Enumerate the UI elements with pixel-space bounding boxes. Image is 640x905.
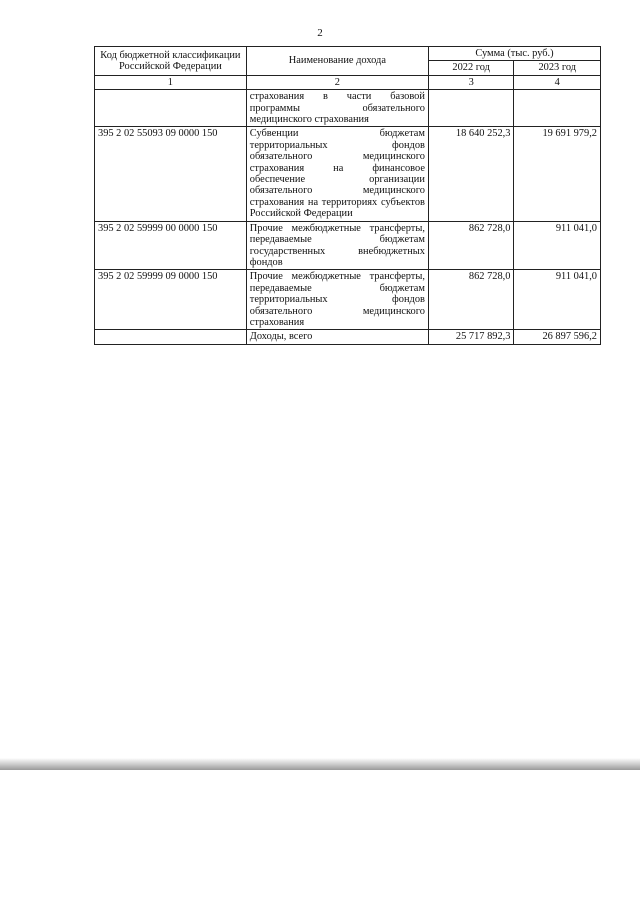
header-sum: Сумма (тыс. руб.) xyxy=(428,47,600,61)
row-value-2022: 862 728,0 xyxy=(428,221,514,270)
total-value-2023: 26 897 596,2 xyxy=(514,330,601,344)
header-code: Код бюджетной классификации Российской Федерации xyxy=(95,47,247,76)
table-row xyxy=(95,90,601,127)
header-name: Наименование дохода xyxy=(246,47,428,76)
column-number: 4 xyxy=(514,75,601,89)
table-header-row xyxy=(95,47,601,61)
row-value-2022 xyxy=(428,90,514,127)
page-number: 2 xyxy=(317,27,323,39)
header-year-2022: 2022 год xyxy=(428,61,514,75)
total-code-empty xyxy=(95,330,247,344)
column-number: 2 xyxy=(246,75,428,89)
header-year-2023: 2023 год xyxy=(514,61,601,75)
total-label: Доходы, всего xyxy=(246,330,428,344)
row-code xyxy=(95,90,247,127)
row-code: 395 2 02 55093 09 0000 150 xyxy=(95,127,247,221)
row-value-2022: 862 728,0 xyxy=(428,270,514,330)
total-row xyxy=(95,330,601,344)
total-value-2022: 25 717 892,3 xyxy=(428,330,514,344)
table-row xyxy=(95,127,601,221)
row-value-2023: 19 691 979,2 xyxy=(514,127,601,221)
column-numbers-row xyxy=(95,75,601,89)
scan-background xyxy=(0,770,640,905)
row-value-2023: 911 041,0 xyxy=(514,221,601,270)
row-code: 395 2 02 59999 09 0000 150 xyxy=(95,270,247,330)
column-number: 1 xyxy=(95,75,247,89)
income-table xyxy=(94,46,601,345)
row-value-2022: 18 640 252,3 xyxy=(428,127,514,221)
row-name: Прочие межбюджетные трансферты, передаваемые бюджетам государственных внебюджетных фондов xyxy=(246,221,428,270)
row-name: Прочие межбюджетные трансферты, передаваемые бюджетам территориальных фондов обязательного медицинского страхования xyxy=(246,270,428,330)
column-number: 3 xyxy=(428,75,514,89)
row-name: страхования в части базовой программы обязательного медицинского страхования xyxy=(246,90,428,127)
row-code: 395 2 02 59999 00 0000 150 xyxy=(95,221,247,270)
page-edge-shadow xyxy=(0,758,640,770)
row-value-2023 xyxy=(514,90,601,127)
table-row xyxy=(95,221,601,270)
row-name: Субвенции бюджетам территориальных фондов обязательного медицинского страхования на финансовое обеспечение организации обязательного медицинского страхования на территориях субъектов Российской Федерации xyxy=(246,127,428,221)
row-value-2023: 911 041,0 xyxy=(514,270,601,330)
table-row xyxy=(95,270,601,330)
